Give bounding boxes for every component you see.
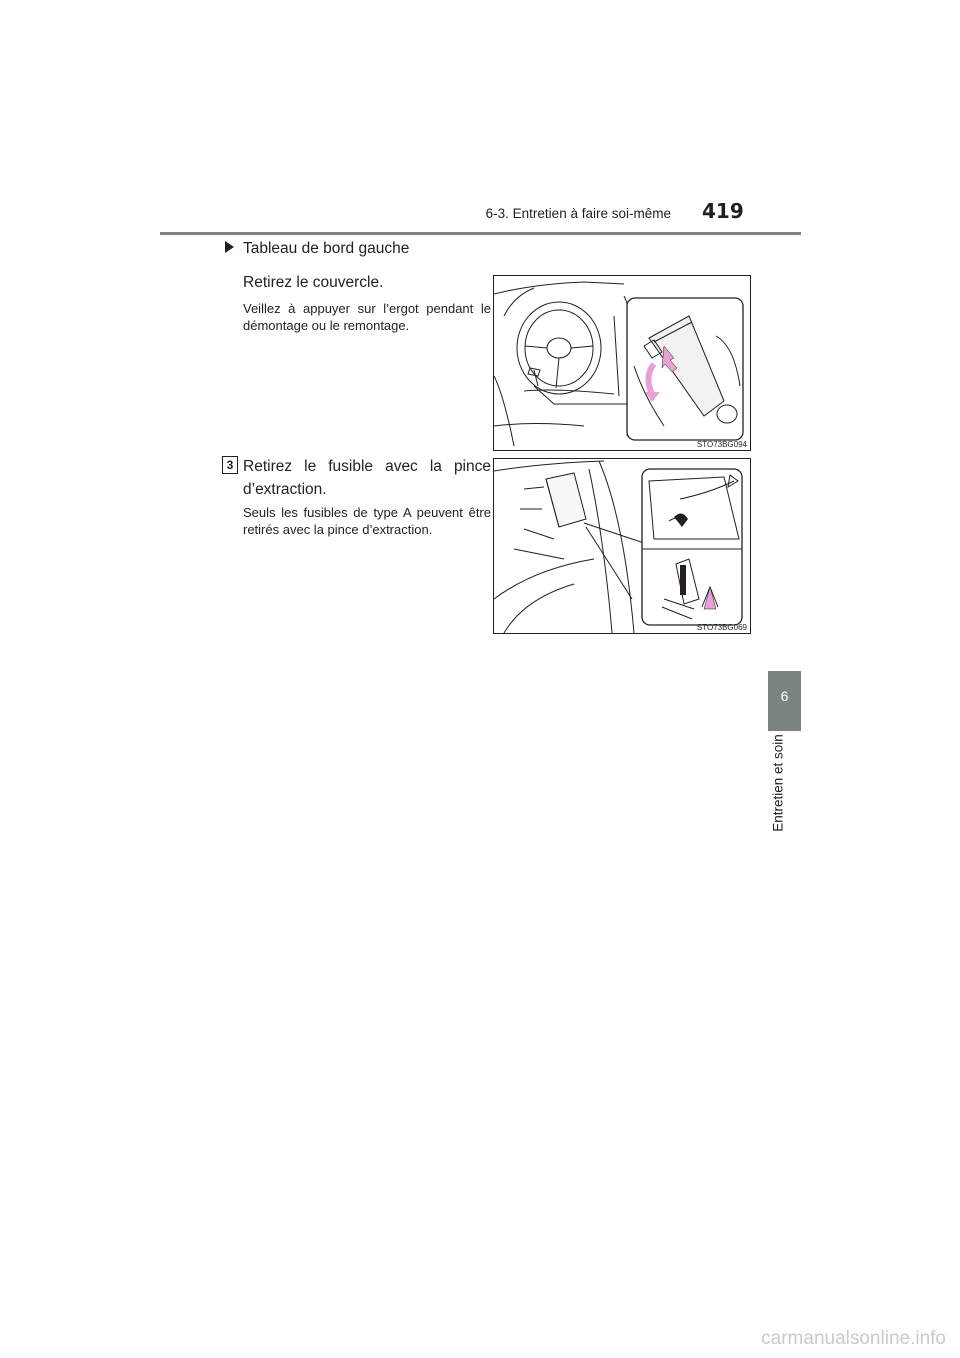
watermark: carmanualsonline.info [761,1328,946,1349]
fuse-puller-illustration [494,459,750,633]
step2-title: Retirez le couvercle. [243,274,384,291]
page-number: 419 [702,199,744,223]
sub-heading [225,240,409,258]
figure-code: STO73BG094 [696,440,747,449]
chapter-title: Entretien et soin [770,734,786,832]
step3-title: Retirez le fusible avec la pince d’extraction. [243,458,491,498]
step-number-badge: 3 [222,456,238,474]
step3-note: Seuls les fusibles de type A peuvent être retirés avec la pince d’extraction. [243,505,491,537]
chapter-title-container [767,734,789,832]
figure-fuse-puller [493,458,751,634]
step2-note: Veillez à appuyer sur l’ergot pendant le démontage ou le remontage. [243,301,491,333]
cover-removal-illustration [494,276,750,450]
figure-cover-removal [493,275,751,451]
section-title: 6-3. Entretien à faire soi-même [485,206,671,221]
triangle-bullet-icon [225,241,234,253]
header-rule [160,232,801,235]
sub-heading-text: Tableau de bord gauche [243,240,410,257]
figure-code: STO73BG069 [696,623,747,632]
chapter-number: 6 [780,688,789,704]
